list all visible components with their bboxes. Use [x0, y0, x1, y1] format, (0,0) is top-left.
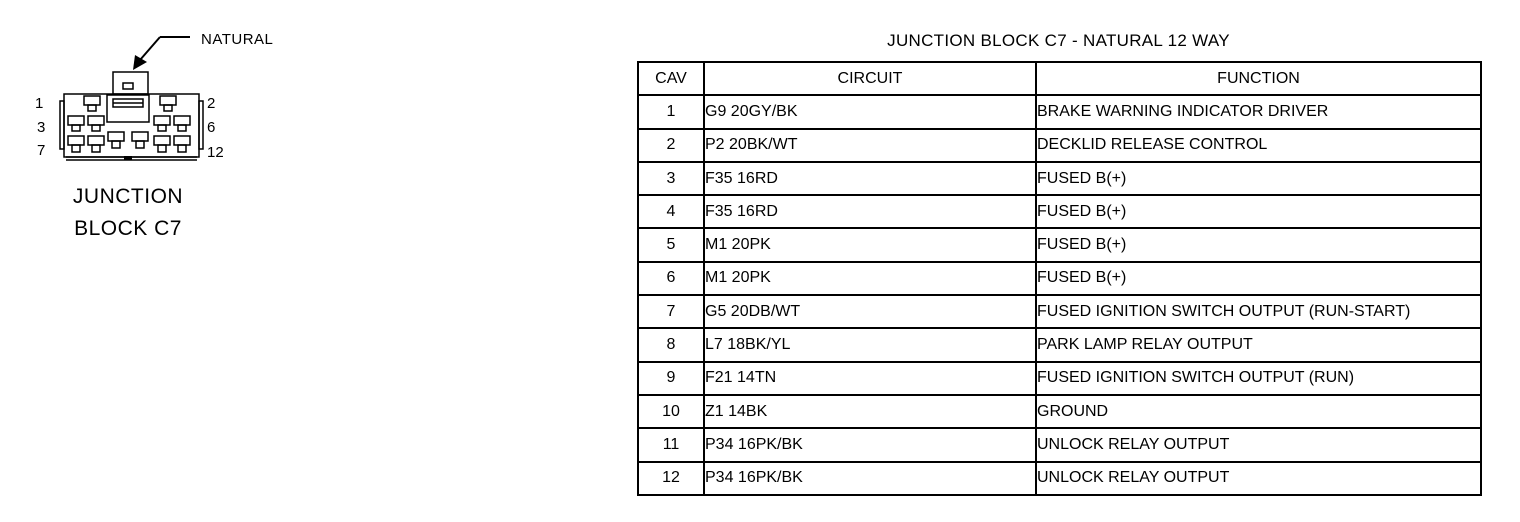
circuit-cell: P34 16PK/BK [704, 428, 1036, 461]
connector-name-line1: JUNCTION [72, 185, 184, 208]
cav-cell: 9 [638, 362, 704, 395]
cav-cell: 8 [638, 328, 704, 361]
cav-cell: 5 [638, 228, 704, 261]
table-row [638, 228, 1481, 261]
function-cell: BRAKE WARNING INDICATOR DRIVER [1036, 95, 1481, 128]
function-cell: FUSED B(+) [1036, 162, 1481, 195]
circuit-cell: G5 20DB/WT [704, 295, 1036, 328]
circuit-cell: P34 16PK/BK [704, 462, 1036, 495]
table-row [638, 462, 1481, 495]
table-row [638, 295, 1481, 328]
function-cell: FUSED IGNITION SWITCH OUTPUT (RUN-START) [1036, 295, 1481, 328]
function-cell: PARK LAMP RELAY OUTPUT [1036, 328, 1481, 361]
circuit-cell: F35 16RD [704, 162, 1036, 195]
cav-cell: 6 [638, 262, 704, 295]
table-title: JUNCTION BLOCK C7 - NATURAL 12 WAY [887, 31, 1230, 50]
function-cell: FUSED B(+) [1036, 262, 1481, 295]
table-row [638, 362, 1481, 395]
table-row [638, 129, 1481, 162]
cavity-label-12: 12 [207, 144, 224, 161]
arrow-head-icon [133, 55, 147, 70]
cav-cell: 11 [638, 428, 704, 461]
cavity-label-1: 1 [35, 95, 44, 112]
circuit-cell: P2 20BK/WT [704, 129, 1036, 162]
function-cell: UNLOCK RELAY OUTPUT [1036, 428, 1481, 461]
table-row [638, 328, 1481, 361]
cav-cell: 3 [638, 162, 704, 195]
circuit-cell: M1 20PK [704, 228, 1036, 261]
function-cell: GROUND [1036, 395, 1481, 428]
color-label: NATURAL [201, 31, 274, 48]
cavity-label-2: 2 [207, 95, 216, 112]
circuit-cell: Z1 14BK [704, 395, 1036, 428]
function-cell: UNLOCK RELAY OUTPUT [1036, 462, 1481, 495]
connector-name-line2: BLOCK C7 [74, 217, 182, 240]
function-cell: FUSED IGNITION SWITCH OUTPUT (RUN) [1036, 362, 1481, 395]
table-row [638, 262, 1481, 295]
cav-cell: 10 [638, 395, 704, 428]
header-cav: CAV [638, 62, 704, 95]
function-cell: DECKLID RELEASE CONTROL [1036, 129, 1481, 162]
table-row [638, 428, 1481, 461]
leader-arrow [140, 37, 190, 60]
function-cell: FUSED B(+) [1036, 228, 1481, 261]
table-body [638, 95, 1481, 495]
circuit-cell: L7 18BK/YL [704, 328, 1036, 361]
cav-cell: 4 [638, 195, 704, 228]
cav-cell: 2 [638, 129, 704, 162]
connector-body-icon [60, 72, 203, 160]
cav-cell: 12 [638, 462, 704, 495]
table-header-row [638, 62, 1481, 95]
table-row [638, 95, 1481, 128]
circuit-cell: M1 20PK [704, 262, 1036, 295]
circuit-cell: G9 20GY/BK [704, 95, 1036, 128]
table-row [638, 162, 1481, 195]
header-function: FUNCTION [1036, 62, 1481, 95]
cavity-label-7: 7 [37, 142, 46, 159]
cavity-label-3: 3 [37, 119, 46, 136]
circuit-cell: F21 14TN [704, 362, 1036, 395]
cavity-label-6: 6 [207, 119, 216, 136]
circuit-cell: F35 16RD [704, 195, 1036, 228]
header-circuit: CIRCUIT [704, 62, 1036, 95]
connector-diagram [0, 0, 300, 260]
cav-cell: 7 [638, 295, 704, 328]
pinout-table [637, 61, 1482, 496]
cav-cell: 1 [638, 95, 704, 128]
function-cell: FUSED B(+) [1036, 195, 1481, 228]
key-mark [124, 156, 132, 160]
table-row [638, 195, 1481, 228]
table-row [638, 395, 1481, 428]
